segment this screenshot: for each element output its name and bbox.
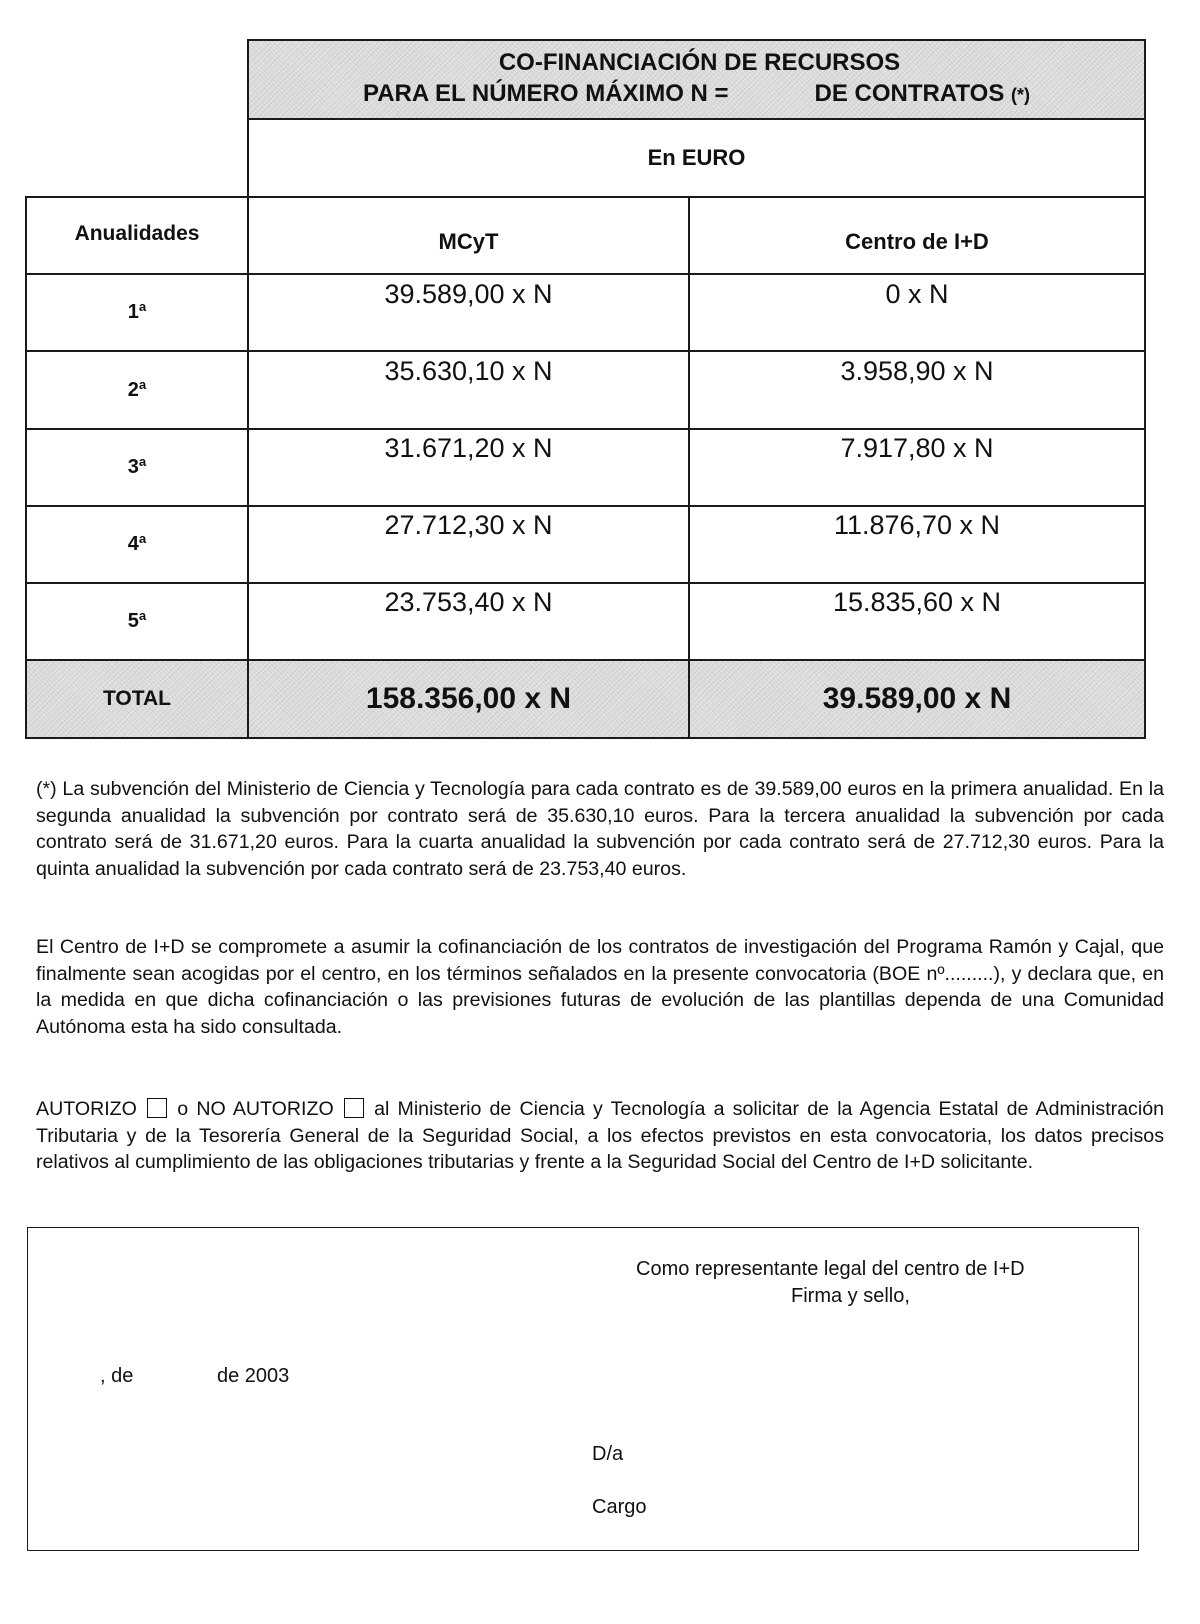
commitment-paragraph: El Centro de I+D se compromete a asumir la cofinanciación de los contratos de investigación del Programa Ramón y Cajal, que finalmente sean acogidas por el centro, en los términos señalados en la presente convocatoria (BOE nº.........), y declara que, en la medida en que dicha cofinanciación o las previsiones futuras de evolución de las plantillas dependa de una Comunidad Autónoma esta ha sido consultada. xyxy=(36,936,1164,1038)
mcyt-value: 35.630,10 x N xyxy=(384,355,553,386)
row-label: 4ª xyxy=(127,532,147,555)
row-label: 5ª xyxy=(127,609,147,632)
authorization-text: al Ministerio de Ciencia y Tecnología a solicitar de la Agencia Estatal de Administración Tributaria y de la Tesorería General de la Seguridad Social, a los efectos previstos en esta convocatoria, los datos precisos relativos al cumplimiento de las obligaciones tributarias y frente a la Seguridad Social del Centro de I+D solicitante. xyxy=(36,1098,1164,1173)
col-header-anualidades: Anualidades xyxy=(74,222,200,245)
title-line2-part-b: DE CONTRATOS xyxy=(814,80,1005,107)
legal-representative-text: Como representante legal del centro de I+D xyxy=(636,1258,1025,1280)
mcyt-value: 31.671,20 x N xyxy=(384,432,553,463)
not-authorize-checkbox[interactable] xyxy=(344,1098,364,1118)
mcyt-value: 23.753,40 x N xyxy=(384,586,553,617)
col-header-centro: Centro de I+D xyxy=(845,229,989,254)
centro-value: 0 x N xyxy=(885,278,949,309)
authorize-checkbox[interactable] xyxy=(147,1098,167,1118)
total-mcyt-value: 158.356,00 x N xyxy=(365,682,572,715)
date-part-a: , de xyxy=(100,1365,134,1387)
centro-value: 3.958,90 x N xyxy=(840,355,994,386)
date-part-b: de 2003 xyxy=(217,1365,290,1387)
table-title xyxy=(249,48,1144,110)
col-header-mcyt: MCyT xyxy=(438,229,499,254)
title-footnote-mark: (*) xyxy=(1011,85,1031,105)
currency-label: En EURO xyxy=(647,145,746,170)
signature-stamp-label: Firma y sello, xyxy=(791,1285,910,1307)
title-line2-part-a: PARA EL NÚMERO MÁXIMO N = xyxy=(362,80,729,107)
table-title-line2 xyxy=(363,78,1030,111)
name-label: D/a xyxy=(592,1443,624,1465)
cargo-label: Cargo xyxy=(592,1496,647,1518)
footnote-paragraph: (*) La subvención del Ministerio de Ciencia y Tecnología para cada contrato es de 39.589,00 euros en la primera anualidad. En la segunda anualidad la subvención por contrato será de 35.630,10 euros. Para la tercera anualidad la subvención por cada contrato será de 31.671,20 euros. Para la cuarta anualidad la subvención por cada contrato será de 27.712,30 euros. Para la quinta anualidad la subvención por cada contrato será de 23.753,40 euros. xyxy=(36,778,1164,880)
row-label: 2ª xyxy=(127,378,147,401)
mcyt-value: 27.712,30 x N xyxy=(384,509,553,540)
not-authorize-label: o NO AUTORIZO xyxy=(177,1098,334,1120)
authorize-label: AUTORIZO xyxy=(36,1098,137,1120)
total-label: TOTAL xyxy=(102,687,172,710)
centro-value: 11.876,70 x N xyxy=(833,509,1001,540)
mcyt-value: 39.589,00 x N xyxy=(384,278,553,309)
row-label: 1ª xyxy=(127,300,147,323)
row-label: 3ª xyxy=(127,455,147,478)
centro-value: 7.917,80 x N xyxy=(840,432,994,463)
total-centro-value: 39.589,00 x N xyxy=(822,682,1012,715)
centro-value: 15.835,60 x N xyxy=(832,586,1002,617)
authorization-paragraph xyxy=(36,1096,1164,1176)
table-title-line1: CO-FINANCIACIÓN DE RECURSOS xyxy=(498,49,901,76)
